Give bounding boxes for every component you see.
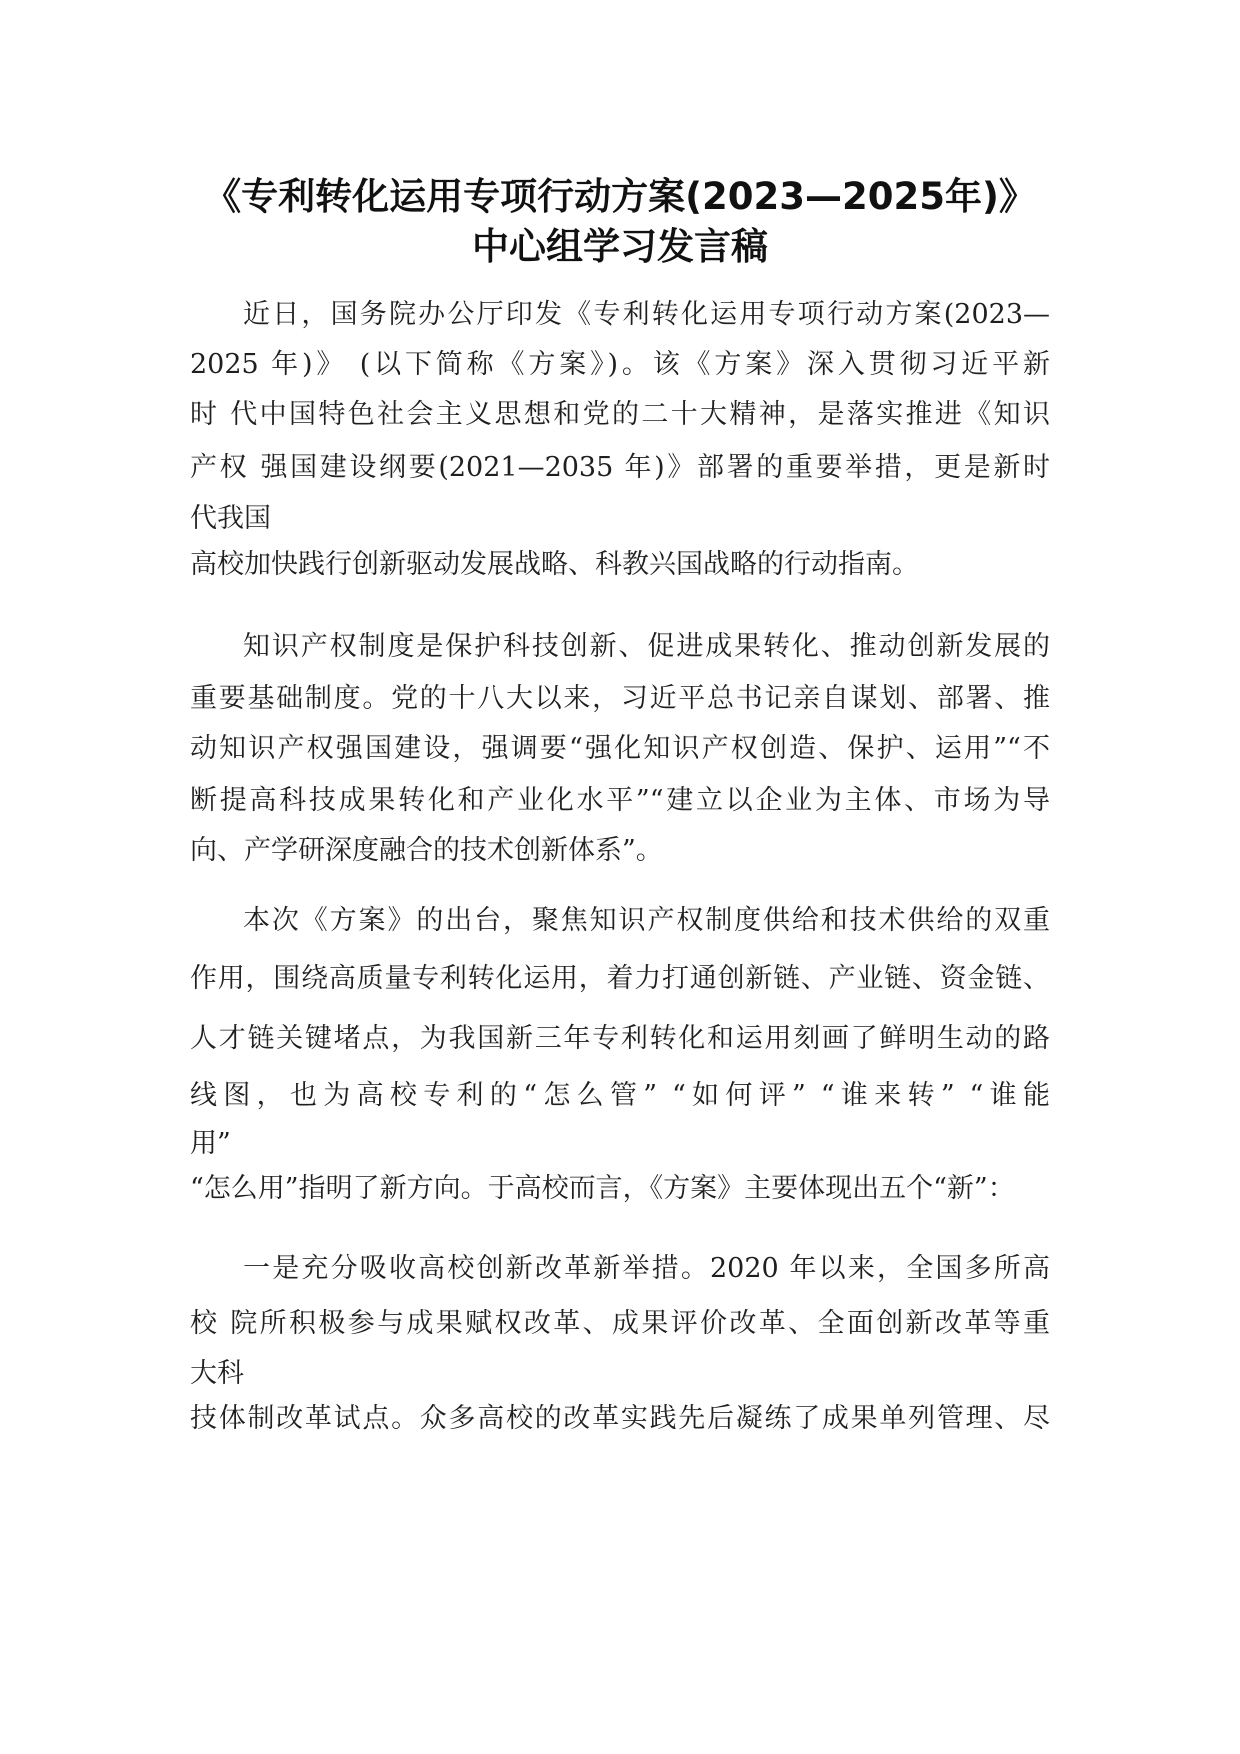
paragraph-3-line-2: 作用，围绕高质量专利转化运用，着力打通创新链、产业链、资金链、 bbox=[190, 963, 1050, 994]
paragraph-4-line-4: 技体制改革试点。众多高校的改革实践先后凝练了成果单列管理、尽 bbox=[190, 1403, 1050, 1434]
paragraph-3-line-4: 线图，也为高校专利的“怎么管” “如何评” “谁来转” “谁能 bbox=[190, 1080, 1050, 1111]
paragraph-4-line-2: 校 院所积极参与成果赋权改革、成果评价改革、全面创新改革等重 bbox=[190, 1308, 1050, 1339]
paragraph-1-line-5: 代我国 bbox=[190, 503, 271, 534]
paragraph-2-line-2: 重要基础制度。党的十八大以来，习近平总书记亲自谋划、部署、推 bbox=[190, 683, 1050, 714]
paragraph-3-line-3: 人才链关键堵点，为我国新三年专利转化和运用刻画了鲜明生动的路 bbox=[190, 1023, 1050, 1054]
paragraph-4-line-3: 大科 bbox=[190, 1358, 244, 1389]
document-title-line-1: 《专利转化运用专项行动方案(2023—2025年)》 bbox=[204, 175, 1036, 218]
paragraph-1-line-2: 2025 年)》 (以下简称《方案》)。该《方案》深入贯彻习近平新 bbox=[190, 349, 1050, 380]
paragraph-1-line-4: 产权 强国建设纲要(2021—2035 年)》部署的重要举措，更是新时 bbox=[190, 452, 1050, 483]
paragraph-2-line-3: 动知识产权强国建设，强调要“强化知识产权创造、保护、运用”“不 bbox=[190, 733, 1050, 764]
paragraph-3-line-6: “怎么用”指明了新方向。于高校而言，《方案》主要体现出五个“新”： bbox=[190, 1173, 1015, 1204]
paragraph-1-line-6: 高校加快践行创新驱动发展战略、科教兴国战略的行动指南。 bbox=[190, 549, 919, 580]
paragraph-4-line-1: 一是充分吸收高校创新改革新举措。2020 年以来，全国多所高 bbox=[243, 1253, 1050, 1284]
paragraph-3-line-5: 用” bbox=[190, 1128, 231, 1159]
paragraph-2-line-4: 断提高科技成果转化和产业化水平”“建立以企业为主体、市场为导 bbox=[190, 785, 1050, 816]
paragraph-3-line-1: 本次《方案》的出台，聚焦知识产权制度供给和技术供给的双重 bbox=[243, 905, 1050, 936]
paragraph-1-line-3: 时 代中国特色社会主义思想和党的二十大精神，是落实推进《知识 bbox=[190, 399, 1050, 430]
paragraph-1-line-1: 近日，国务院办公厅印发《专利转化运用专项行动方案(2023— bbox=[243, 299, 1050, 330]
paragraph-2-line-1: 知识产权制度是保护科技创新、促进成果转化、推动创新发展的 bbox=[243, 631, 1050, 662]
document-title-line-2: 中心组学习发言稿 bbox=[472, 225, 768, 268]
paragraph-2-line-5: 向、产学研深度融合的技术创新体系”。 bbox=[190, 835, 663, 866]
